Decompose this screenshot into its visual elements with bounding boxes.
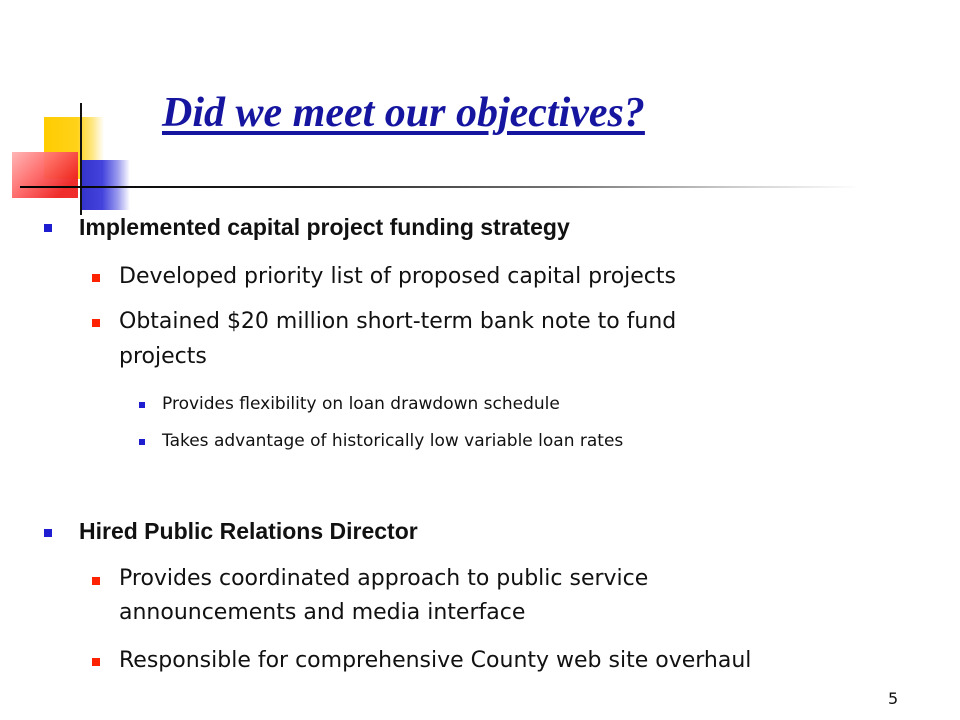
sub-bullet-bank-note-line1: Obtained $20 million short-term bank note to fund bbox=[119, 309, 677, 334]
sub-bullet-marker-icon bbox=[92, 319, 100, 327]
sub-bullet-priority-list: Developed priority list of proposed capital projects bbox=[119, 264, 676, 289]
page-number: 5 bbox=[888, 689, 899, 708]
sub-sub-bullet-marker-icon bbox=[139, 402, 145, 408]
sub-bullet-marker-icon bbox=[92, 274, 100, 282]
sub-bullet-marker-icon bbox=[92, 658, 100, 666]
bullet-marker-icon bbox=[44, 224, 52, 232]
sub-bullet-marker-icon bbox=[92, 577, 100, 585]
sub-bullet-coordinated-line1: Provides coordinated approach to public service bbox=[119, 566, 649, 591]
sub-sub-bullet-marker-icon bbox=[139, 439, 145, 445]
bullet-pr-director: Hired Public Relations Director bbox=[79, 518, 418, 544]
detail-flexibility: Provides flexibility on loan drawdown schedule bbox=[162, 394, 560, 414]
sub-bullet-coordinated-line2: announcements and media interface bbox=[119, 600, 526, 625]
detail-low-rates: Takes advantage of historically low variable loan rates bbox=[162, 431, 624, 451]
slide-title: Did we meet our objectives? bbox=[162, 90, 645, 136]
sub-bullet-bank-note-line2: projects bbox=[119, 344, 207, 369]
bullet-capital-strategy: Implemented capital project funding strategy bbox=[79, 214, 570, 240]
bullet-marker-icon bbox=[44, 529, 52, 537]
sub-bullet-website-overhaul: Responsible for comprehensive County web site overhaul bbox=[119, 648, 752, 673]
